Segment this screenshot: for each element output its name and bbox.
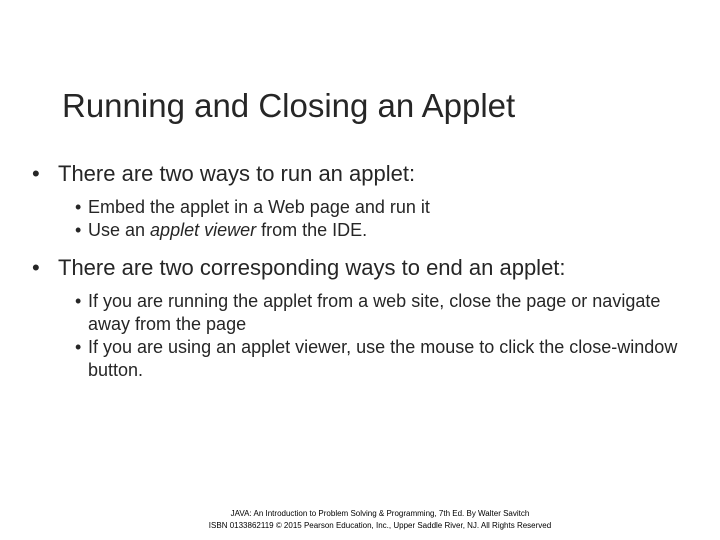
sub-bullet-text-end: from the IDE.	[256, 220, 368, 240]
slide-title: Running and Closing an Applet	[62, 87, 516, 124]
sub-bullet-item	[75, 196, 700, 219]
bullet-icon: •	[75, 197, 82, 217]
bullet-group-end	[30, 254, 700, 382]
footer-citation: JAVA: An Introduction to Problem Solving & Programming, 7th Ed. By Walter Savitch	[230, 509, 530, 518]
bullet-text: There are two corresponding ways to end an applet:	[58, 255, 566, 280]
bullet-icon: •	[32, 255, 40, 280]
bullet-icon: •	[75, 337, 82, 357]
sub-bullet-emphasis: applet viewer	[150, 220, 257, 240]
sub-bullet-item	[75, 336, 700, 382]
sub-bullet-text: Embed the applet in a Web page and run it	[88, 197, 430, 217]
bullet-group-run	[30, 160, 700, 242]
slide-content	[30, 160, 700, 382]
sub-bullet-item	[75, 219, 700, 242]
sub-bullet-text: If you are running the applet from a web site, close the page or navigate away from the page	[88, 291, 661, 334]
footer-copyright: ISBN 0133862119 © 2015 Pearson Education, Inc., Upper Saddle River, NJ. All Rights Reserved	[208, 521, 552, 530]
bullet-text: There are two ways to run an applet:	[58, 161, 416, 186]
sub-bullet-list	[75, 290, 700, 382]
sub-bullet-text: If you are using an applet viewer, use the mouse to click the close-window button.	[88, 337, 678, 380]
sub-bullet-item	[75, 290, 700, 336]
bullet-item	[30, 254, 700, 282]
bullet-item	[30, 160, 700, 188]
sub-bullet-text-start: Use an	[88, 220, 151, 240]
bullet-icon: •	[32, 161, 40, 186]
bullet-icon: •	[75, 220, 82, 240]
sub-bullet-list	[75, 196, 700, 242]
bullet-icon: •	[75, 291, 82, 311]
